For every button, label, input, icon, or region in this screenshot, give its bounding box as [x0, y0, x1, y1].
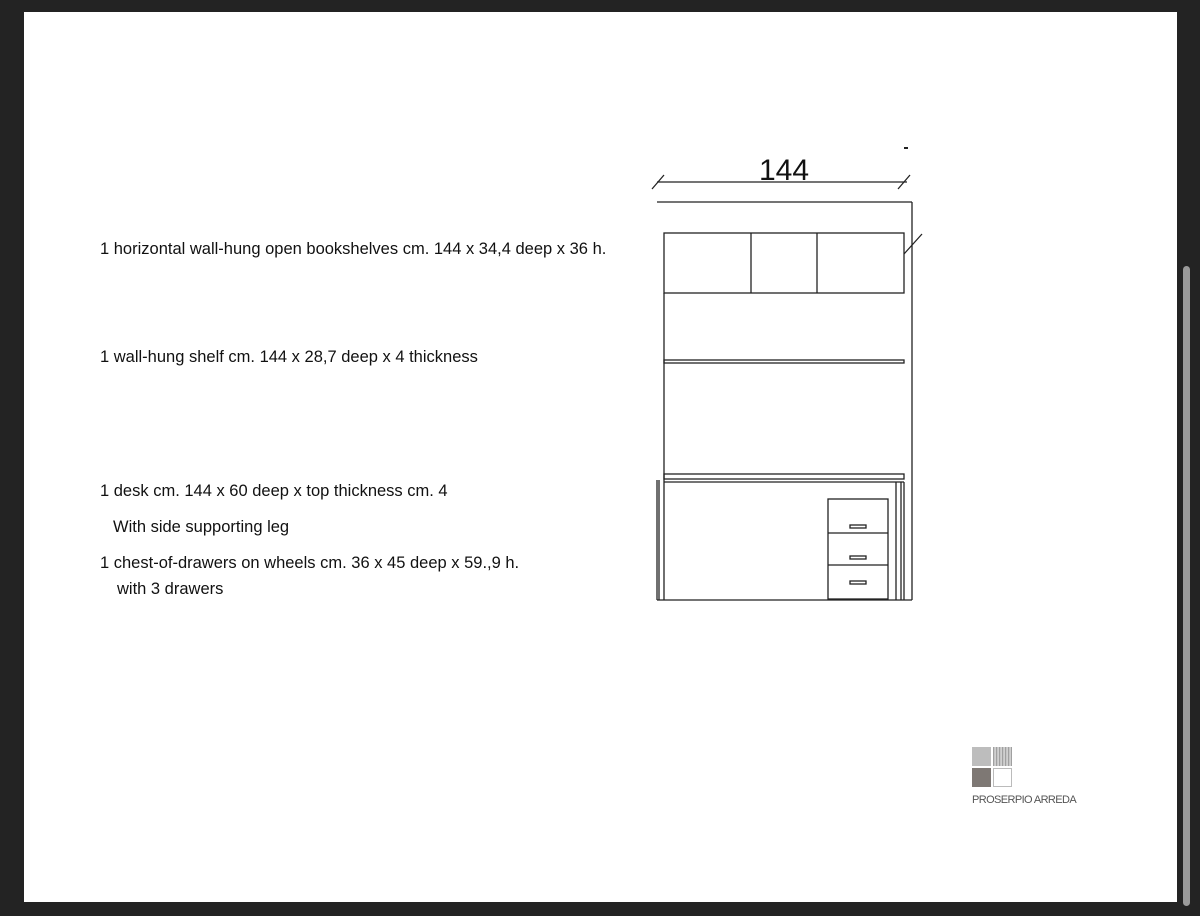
vertical-scrollbar[interactable] [1183, 266, 1190, 906]
dimension-label: 144 [758, 154, 810, 187]
item-chest-of-drawers: 1 chest-of-drawers on wheels cm. 36 x 45 deep x 59.,9 h. [100, 554, 520, 572]
bookshelves-unit [664, 233, 904, 293]
drawer-handle-3 [850, 581, 866, 584]
logo-mark-icon [972, 747, 1032, 793]
bookshelf-leader-line [904, 234, 922, 254]
desk-top [664, 474, 904, 479]
drawer-handle-1 [850, 525, 866, 528]
document-page [24, 12, 1177, 902]
wall-shelf [664, 360, 904, 363]
logo-square-2 [993, 747, 1012, 766]
logo-square-3 [972, 768, 991, 787]
item-wall-shelf: 1 wall-hung shelf cm. 144 x 28,7 deep x 4 thickness [100, 348, 478, 366]
drawer-handle-2 [850, 556, 866, 559]
logo-square-4 [994, 769, 1012, 787]
brand-logo [972, 747, 1102, 817]
item-drawers-count: with 3 drawers [117, 580, 224, 598]
logo-text: PROSERPIO ARREDA [972, 794, 1077, 806]
logo-square-1 [972, 747, 991, 766]
item-bookshelves: 1 horizontal wall-hung open bookshelves cm. 144 x 34,4 deep x 36 h. [100, 240, 607, 258]
item-desk-leg: With side supporting leg [113, 518, 290, 536]
item-desk: 1 desk cm. 144 x 60 deep x top thickness cm. 4 [100, 482, 448, 500]
